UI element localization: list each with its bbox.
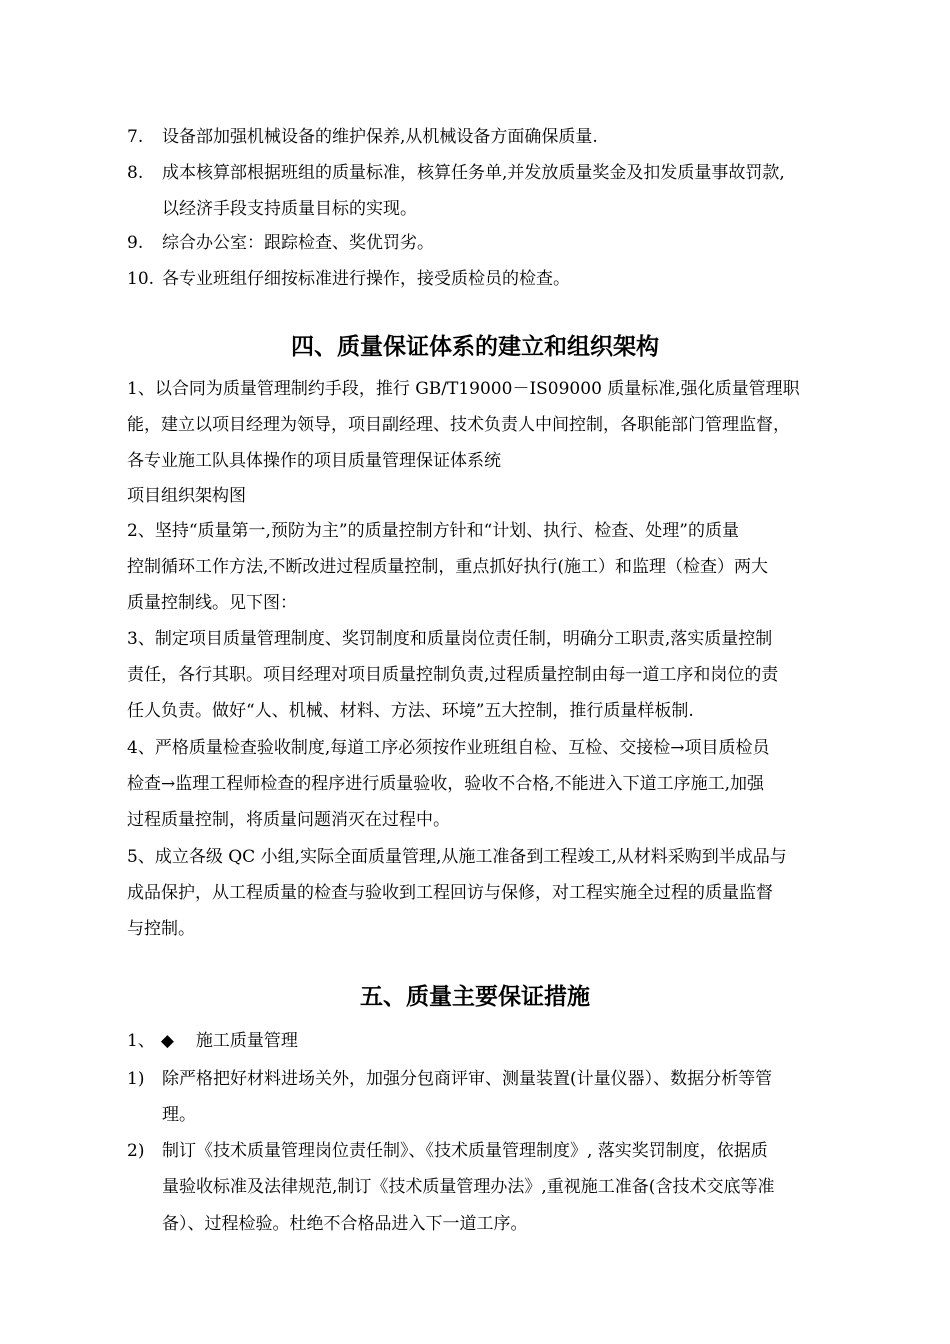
list-item-text: 成本核算部根据班组的质量标准，核算任务单,并发放质量奖金及扣发质量事故罚款, <box>162 163 785 183</box>
list-item-text: 综合办公室：跟踪检查、奖优罚劣。 <box>162 233 434 253</box>
subitem-text: 除严格把好材料进场关外，加强分包商评审、测量装置(计量仪器）、数据分析等管 <box>162 1069 773 1089</box>
paragraph-line: 成品保护，从工程质量的检查与验收到工程回访与保修，对工程实施全过程的质量监督 <box>127 883 773 903</box>
list-item-number: 9. <box>127 233 144 253</box>
paragraph-line: 过程质量控制，将质量问题消灭在过程中。 <box>127 810 450 830</box>
subitem-text: 理。 <box>162 1105 196 1125</box>
paragraph-line: 2、坚持“质量第一,预防为主”的质量控制方针和“计划、执行、检查、处理”的质量 <box>127 521 739 541</box>
paragraph-line: 责任，各行其职。项目经理对项目质量控制负责,过程质量控制由每一道工序和岗位的责 <box>127 665 779 685</box>
subitem-text: 制订《技术质量管理岗位责任制》、《技术质量管理制度》, 落实奖罚制度，依据质 <box>162 1141 768 1161</box>
list-item-number: 7. <box>127 127 144 147</box>
paragraph-line: 与控制。 <box>127 919 195 939</box>
item-prefix: 1、 <box>127 1031 155 1051</box>
subitem-number: 1) <box>127 1069 145 1089</box>
paragraph-line: 能，建立以项目经理为领导，项目副经理、技术负责人中间控制，各职能部门管理监督， <box>127 415 790 435</box>
paragraph-line: 5、成立各级 QC 小组,实际全面质量管理,从施工准备到工程竣工,从材料采购到半成品与 <box>127 847 787 867</box>
diamond-bullet-icon: ◆ <box>160 1031 174 1051</box>
subitem-text: 量验收标准及法律规范,制订《技术质量管理办法》,重视施工准备(含技术交底等准 <box>162 1177 775 1197</box>
section5-heading: 五、质量主要保证措施 <box>360 983 590 1010</box>
paragraph-line: 项目组织架构图 <box>127 486 246 506</box>
paragraph-line: 质量控制线。见下图： <box>127 593 297 613</box>
paragraph-line: 各专业施工队具体操作的项目质量管理保证体系统 <box>127 451 501 471</box>
paragraph-line: 4、严格质量检查验收制度,每道工序必须按作业班组自检、互检、交接检→项目质检员 <box>127 738 770 758</box>
paragraph-line: 3、制定项目质量管理制度、奖罚制度和质量岗位责任制，明确分工职责,落实质量控制 <box>127 629 773 649</box>
item-label: 施工质量管理 <box>195 1031 298 1051</box>
subitem-text: 备）、过程检验。杜绝不合格品进入下一道工序。 <box>162 1214 528 1234</box>
list-item-number: 8. <box>127 163 144 183</box>
section4-heading: 四、质量保证体系的建立和组织架构 <box>291 333 659 360</box>
bullet-item <box>127 1029 298 1053</box>
paragraph-line: 检查→监理工程师检查的程序进行质量验收，验收不合格,不能进入下道工序施工,加强 <box>127 774 765 794</box>
list-item-number: 10. <box>127 269 155 289</box>
paragraph-line: 控制循环工作方法,不断改进过程质量控制，重点抓好执行(施工）和监理（检查）两大 <box>127 557 769 577</box>
list-item-text: 各专业班组仔细按标准进行操作，接受质检员的检查。 <box>162 269 570 289</box>
paragraph-line: 任人负责。做好“人、机械、材料、方法、环境”五大控制，推行质量样板制. <box>127 701 694 721</box>
list-item-text: 以经济手段支持质量目标的实现。 <box>162 199 417 219</box>
paragraph-line: 1、以合同为质量管理制约手段，推行 GB/T19000－IS09000 质量标准,强化质量管理职 <box>127 379 800 399</box>
list-item-text: 设备部加强机械设备的维护保养,从机械设备方面确保质量. <box>162 127 598 147</box>
subitem-number: 2) <box>127 1141 145 1161</box>
